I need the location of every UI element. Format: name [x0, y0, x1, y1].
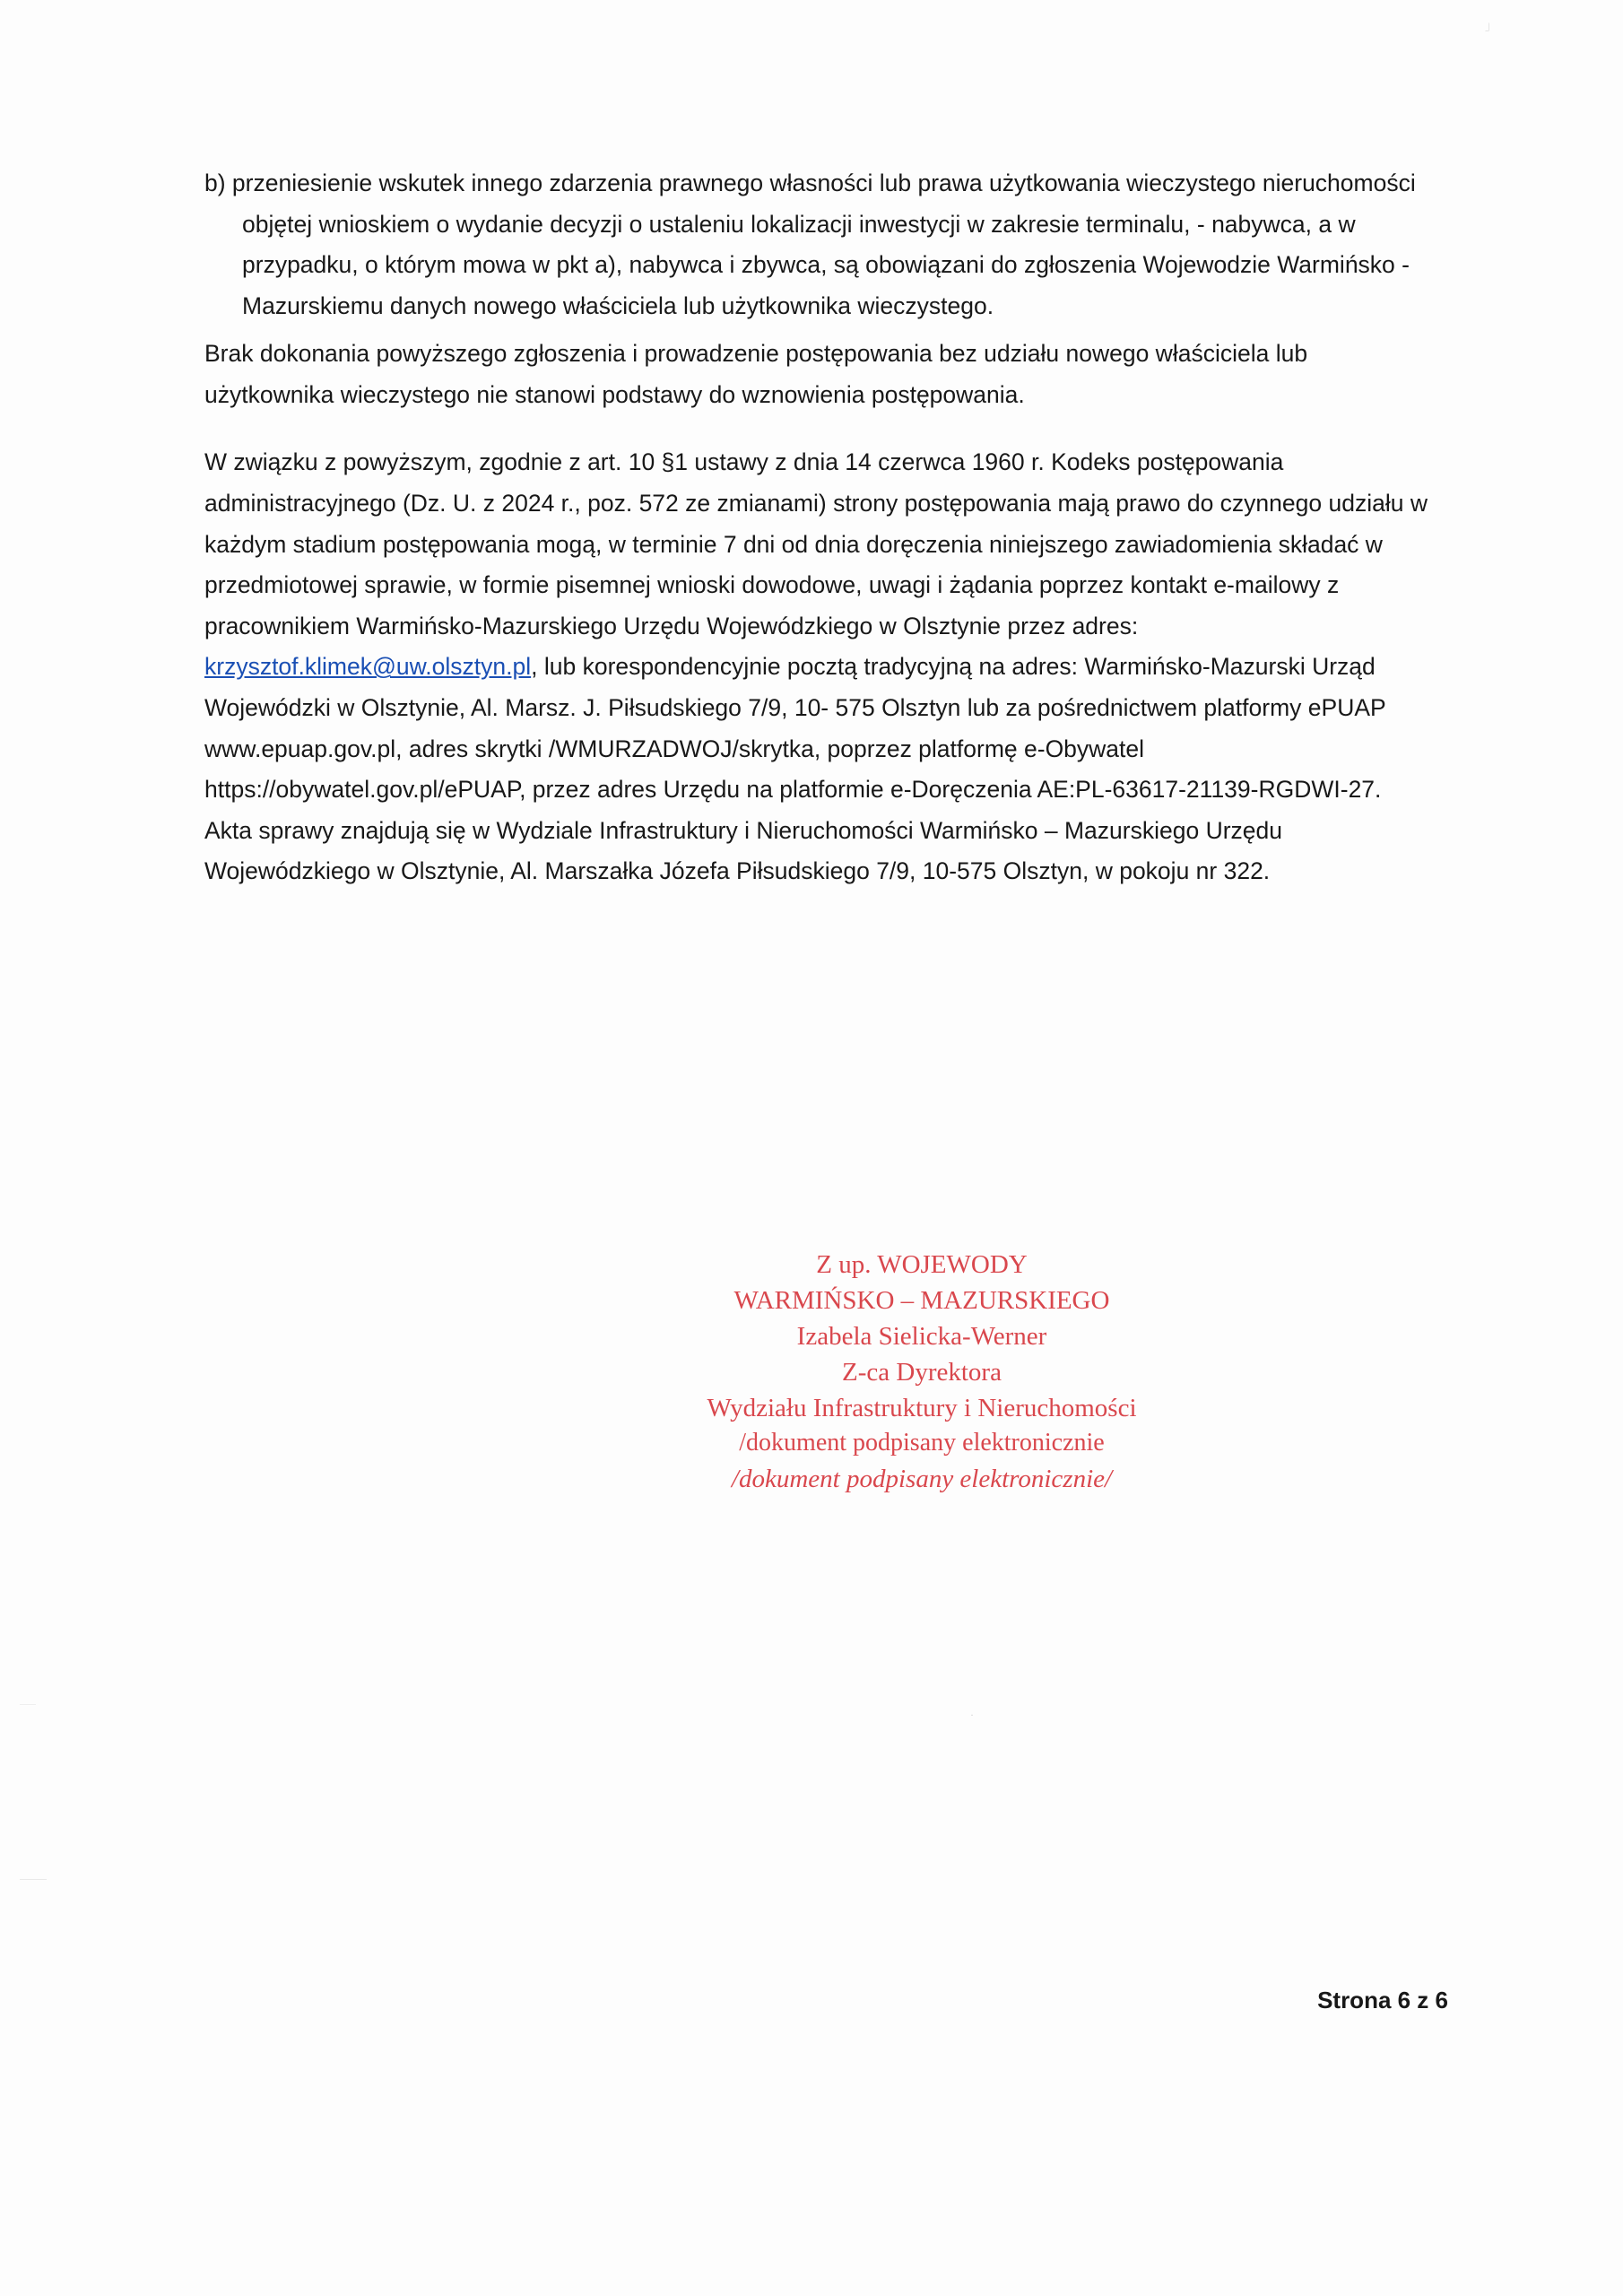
signature-line-region: WARMIŃSKO – MAZURSKIEGO [733, 1286, 1110, 1316]
signature-line-department: Wydziału Infrastruktury i Nieruchomości [707, 1394, 1137, 1423]
signature-line-authority: Z up. WOJEWODY [816, 1250, 1028, 1279]
paragraph-akta-sprawy: Akta sprawy znajdują się w Wydziale Infrastruktury i Nieruchomości Warmińsko – Mazurskiego Urzędu Wojewódzkiego w Olsztynie, Al. Marszałka Józefa Piłsudskiego 7/9, 10-575 Olsztyn, w pokoju nr 322. [204, 816, 1282, 885]
scan-speck-icon: · [970, 1709, 974, 1721]
signature-block [204, 1247, 1442, 1498]
spacer [204, 326, 1442, 334]
page-number-label: Strona 6 z 6 [1317, 1987, 1448, 2013]
scan-edge-mark-secondary [20, 1704, 36, 1705]
spacer [204, 415, 1442, 442]
paragraph-brak-dokonania: Brak dokonania powyższego zgłoszenia i prowadzenie postępowania bez udziału nowego właściciela lub użytkownika wieczystego nie stanowi podstawy do wznowienia postępowania. [204, 340, 1308, 408]
document-body [204, 163, 1442, 892]
scan-edge-mark [20, 1879, 47, 1880]
email-link[interactable]: krzysztof.klimek@uw.olsztyn.pl [204, 653, 532, 681]
signature-line-name: Izabela Sielicka-Werner [796, 1322, 1047, 1352]
paragraph-legal-basis-text-before: W związku z powyższym, zgodnie z art. 10 §1 ustawy z dnia 14 czerwca 1960 r. Kodeks postępowania administracyjnego (Dz. U. z 2024 r., poz. 572 ze zmianami) strony postępowania mają prawo do czynnego udziału w każdym stadium postępowania mogą, w terminie 7 dni od dnia doręczenia niniejszego zawiadomienia składać w przedmiotowej sprawie, w formie pisemnej wnioski dowodowe, uwagi i żądania poprzez kontakt e-mailowy z pracownikiem Warmińsko-Mazurskiego Urzędu Wojewódzkiego w Olsztynie przez adres: [204, 448, 1428, 639]
signature-line-esignature-note: /dokument podpisany elektronicznie [739, 1429, 1105, 1457]
paragraph-legal-basis [204, 442, 1442, 810]
scan-artifact-icon: 」 [1485, 19, 1497, 32]
signature-line-esignature-italic: /dokument podpisany elektronicznie/ [731, 1464, 1113, 1493]
paragraph-point-b: b) przeniesienie wskutek innego zdarzenia prawnego własności lub prawa użytkowania wieczystego nieruchomości objętej wnioskiem o wydanie decyzji o ustaleniu lokalizacji inwestycji w zakresie terminalu, - nabywca, a w przypadku, o którym mowa w pkt a), nabywca i zbywca, są obowiązani do zgłoszenia Wojewodzie Warmińsko - Mazurskiemu danych nowego właściciela lub użytkownika wieczystego. [204, 170, 1416, 319]
paragraph-legal-basis-text-after: , lub korespondencyjnie pocztą tradycyjną na adres: Warmińsko-Mazurski Urząd Wojewódzki w Olsztynie, Al. Marsz. J. Piłsudskiego 7/9, 10- 575 Olsztyn lub za pośrednictwem platformy ePUAP www.epuap.gov.pl, adres skrytki /WMURZADWOJ/skrytka, poprzez platformę e-Obywatel https://obywatel.gov.pl/ePUAP, przez adres Urzędu na platformie e-Doręczenia AE:PL-63617-21139-RGDWI-27. [204, 653, 1386, 804]
signature-line-position: Z-ca Dyrektora [842, 1358, 1002, 1387]
